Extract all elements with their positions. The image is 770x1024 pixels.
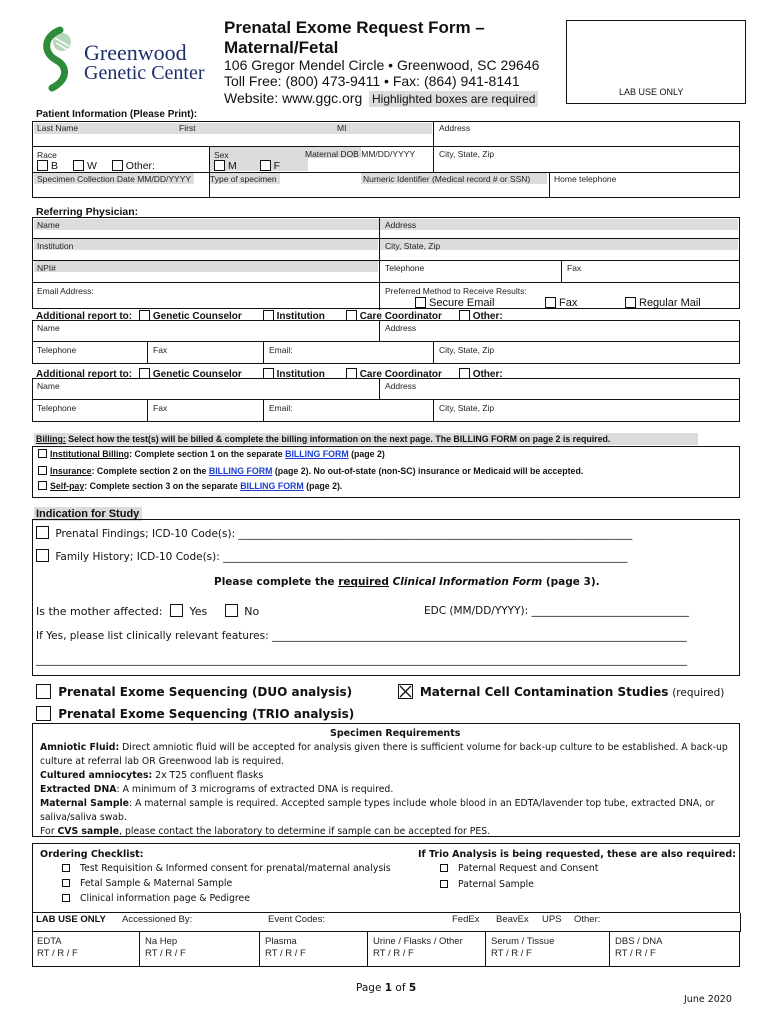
sex-f-checkbox[interactable] <box>260 160 271 171</box>
ar2-institution-label: Institution <box>276 369 325 380</box>
institutional-billing-checkbox[interactable] <box>38 449 47 458</box>
checklist-item-2-checkbox[interactable] <box>62 879 70 887</box>
insurance-note: (page 2). No out-of-state (non-SC) insurance or Medicaid will be accepted. <box>272 466 584 476</box>
additional-report-1-grid <box>32 320 740 364</box>
ar2-telephone-field[interactable]: Telephone <box>37 403 77 413</box>
patient-city-state-zip-field[interactable]: City, State, Zip <box>439 149 495 159</box>
billing-form-link-2[interactable]: BILLING FORM <box>208 466 273 476</box>
billing-intro <box>36 434 610 444</box>
ar2-other-label: Other: <box>472 369 503 380</box>
institutional-billing-page: (page 2) <box>348 449 385 459</box>
extracted-dna-label: Extracted DNA <box>40 784 117 795</box>
trio-checklist-item[interactable] <box>440 863 598 874</box>
physician-section-title: Referring Physician: <box>36 206 139 218</box>
self-pay-text: : Complete section 3 on the separate <box>84 481 241 491</box>
cvs-sample-req <box>40 826 490 836</box>
regular-mail-option[interactable] <box>625 297 701 309</box>
billing-intro-label: Billing: <box>36 434 66 444</box>
physician-address-field[interactable]: Address <box>385 220 417 230</box>
mi-field[interactable]: MI <box>337 123 347 133</box>
clinical-form-name: Clinical Information Form <box>388 576 543 588</box>
lab-use-only-footer-label: LAB USE ONLY <box>36 914 106 925</box>
maternal-sample-text: : A maternal sample is required. Accepted sample types include whole blood in an EDTA/lavender top tube, extracted DNA, or <box>128 798 715 809</box>
mother-affected-yes-label: Yes <box>189 605 208 618</box>
billing-option-self-pay[interactable] <box>38 481 342 491</box>
sample-serum: Serum / Tissue <box>491 936 555 947</box>
secure-email-checkbox[interactable] <box>415 297 426 308</box>
trio-test-option[interactable] <box>36 706 354 721</box>
additional-report-2-grid <box>32 378 740 422</box>
mcc-test-option[interactable] <box>398 684 724 699</box>
sex-m-label: M <box>228 160 237 172</box>
additional-report-2-label: Additional report to: <box>36 369 133 380</box>
mother-affected-yes-checkbox[interactable] <box>170 604 183 617</box>
mother-affected-label: Is the mother affected: <box>36 605 163 618</box>
relevant-features-field[interactable]: If Yes, please list clinically relevant features: _______________________________________________________________________________ <box>36 630 687 642</box>
prenatal-findings-field[interactable]: Prenatal Findings; ICD-10 Code(s): ___________________________________________________________________________ <box>55 528 633 540</box>
relevant-features-line-2[interactable]: ____________________________________________________________________________________________________________________________ <box>36 654 687 666</box>
self-pay-checkbox[interactable] <box>38 481 47 490</box>
mother-affected-no-checkbox[interactable] <box>225 604 238 617</box>
ar2-email-field[interactable]: Email: <box>269 403 293 413</box>
institutional-billing-text: : Complete section 1 on the separate <box>129 449 286 459</box>
physician-grid <box>32 217 740 309</box>
maternal-dob-format: MM/DD/YYYY <box>361 149 416 159</box>
checklist-item-2-label: Fetal Sample & Maternal Sample <box>80 878 233 889</box>
mother-affected-no-label: No <box>244 605 260 618</box>
patient-address-field[interactable]: Address <box>439 123 471 133</box>
insurance-label: Insurance <box>50 466 92 476</box>
page-of: of <box>392 982 409 994</box>
sample-urine: Urine / Flasks / Other <box>373 936 463 947</box>
billing-intro-required: The BILLING FORM on page 2 is required. <box>435 434 611 444</box>
cultured-amniocytes-text: 2x T25 confluent flasks <box>152 770 264 781</box>
checklist-item-3-label: Clinical information page & Pedigree <box>80 893 250 904</box>
sex-m-checkbox[interactable] <box>214 160 225 171</box>
page-number <box>356 982 416 994</box>
regular-mail-checkbox[interactable] <box>625 297 636 308</box>
mcc-required-note: (required) <box>672 687 725 699</box>
family-history-checkbox[interactable] <box>36 549 49 562</box>
ar1-other-label: Other: <box>472 311 503 322</box>
race-label: Race <box>37 150 57 160</box>
duo-test-checkbox[interactable] <box>36 684 51 699</box>
last-name-field[interactable]: Last Name <box>37 123 79 133</box>
billing-form-link-1[interactable]: BILLING FORM <box>285 449 349 459</box>
form-title-line2: Maternal/Fetal <box>224 38 339 57</box>
event-codes-field[interactable]: Event Codes: <box>268 914 326 925</box>
fax-result-label: Fax <box>559 297 578 309</box>
lab-website: Website: www.ggc.org <box>224 90 363 106</box>
sample-plasma: Plasma <box>265 936 297 947</box>
collection-date-format: MM/DD/YYYY <box>137 174 192 184</box>
page-current: 1 <box>384 982 393 994</box>
clinical-info-instruction <box>214 576 600 588</box>
ar2-name-field[interactable]: Name <box>37 381 60 391</box>
ar1-telephone-field[interactable]: Telephone <box>37 345 77 355</box>
ar1-email-field[interactable]: Email: <box>269 345 293 355</box>
specimen-requirements-title: Specimen Requirements <box>330 728 461 739</box>
sample-urine-temp[interactable]: RT / R / F <box>373 948 414 959</box>
ar1-address-field[interactable]: Address <box>385 323 417 333</box>
sample-na-hep-temp[interactable]: RT / R / F <box>145 948 186 959</box>
ar2-fax-field[interactable]: Fax <box>153 403 168 413</box>
ar2-care-coordinator-label: Care Coordinator <box>359 369 442 380</box>
lab-address: 106 Gregor Mendel Circle • Greenwood, SC 29646 <box>224 57 540 73</box>
mcc-test-label: Maternal Cell Contamination Studies <box>419 685 669 699</box>
ar1-name-field[interactable]: Name <box>37 323 60 333</box>
page-total: 5 <box>408 982 417 994</box>
insurance-text: : Complete section 2 on the <box>91 466 209 476</box>
amniotic-fluid-text: Direct amniotic fluid will be accepted for analysis given there is sufficient volume for back-up culture to be established. A back-up <box>119 742 728 753</box>
trio-checklist-item[interactable] <box>440 879 534 890</box>
cvs-sample-label: CVS sample <box>57 826 120 836</box>
institution-field[interactable]: Institution <box>37 241 74 251</box>
race-w-label: W <box>86 160 97 172</box>
ar1-fax-field[interactable]: Fax <box>153 345 168 355</box>
billing-option-institutional[interactable] <box>38 449 385 459</box>
collection-date-label: Specimen Collection Date <box>37 174 135 184</box>
logo-text-line2: Genetic Center <box>84 62 205 84</box>
family-history-field[interactable]: Family History; ICD-10 Code(s): _____________________________________________________________________________ <box>55 551 628 563</box>
indication-box <box>32 519 740 676</box>
amniotic-fluid-req-line2: culture at referral lab OR Greenwood lab is required. <box>40 756 285 767</box>
patient-section-title: Patient Information (Please Print): <box>36 109 198 120</box>
sample-na-hep: Na Hep <box>145 936 178 947</box>
clinical-required-text: required <box>338 576 389 588</box>
sample-dbs: DBS / DNA <box>615 936 663 947</box>
physician-city-state-zip-field[interactable]: City, State, Zip <box>385 241 441 251</box>
sample-dbs-temp[interactable]: RT / R / F <box>615 948 656 959</box>
checklist-item-3-checkbox[interactable] <box>62 894 70 902</box>
cvs-sample-text: , please contact the laboratory to determine if sample can be accepted for PES. <box>119 826 491 836</box>
home-telephone-field[interactable]: Home telephone <box>554 174 617 184</box>
mcc-test-checkbox[interactable] <box>398 684 413 699</box>
page-label: Page <box>356 982 385 994</box>
checkmark-x-icon <box>399 685 412 698</box>
checklist-item[interactable] <box>62 863 391 874</box>
checklist-item[interactable] <box>62 893 250 904</box>
trio-checklist-title: If Trio Analysis is being requested, these are also required: <box>418 849 736 860</box>
lab-phone: Toll Free: (800) 473-9411 • Fax: (864) 941-8141 <box>224 73 520 89</box>
lab-use-only-box <box>566 20 746 104</box>
prenatal-findings-option[interactable] <box>36 526 632 540</box>
mother-affected-row <box>36 604 259 618</box>
trio-test-checkbox[interactable] <box>36 706 51 721</box>
sex-label: Sex <box>214 150 229 160</box>
ar1-city-state-zip-field[interactable]: City, State, Zip <box>439 345 495 355</box>
lab-use-only-label: LAB USE ONLY <box>619 87 684 97</box>
indication-section-title: Indication for Study <box>36 508 140 520</box>
sample-type-grid <box>32 931 740 967</box>
maternal-sample-req <box>40 798 715 809</box>
duo-test-option[interactable] <box>36 684 352 699</box>
maternal-sample-req-line2: saliva/saliva swab. <box>40 812 127 823</box>
trio-test-label: Prenatal Exome Sequencing (TRIO analysis) <box>58 707 355 721</box>
self-pay-page: (page 2). <box>303 481 343 491</box>
checklist-item-1-checkbox[interactable] <box>62 864 70 872</box>
checklist-item[interactable] <box>62 878 232 889</box>
race-options <box>37 160 155 172</box>
fax-result-checkbox[interactable] <box>545 297 556 308</box>
ar2-city-state-zip-field[interactable]: City, State, Zip <box>439 403 495 413</box>
cultured-amniocytes-label: Cultured amniocytes: <box>40 770 153 781</box>
race-w-checkbox[interactable] <box>73 160 84 171</box>
ggc-logo <box>38 26 218 92</box>
insurance-checkbox[interactable] <box>38 466 47 475</box>
amniotic-fluid-req <box>40 742 728 753</box>
clinical-form-page: (page 3). <box>542 576 600 588</box>
edc-field[interactable]: EDC (MM/DD/YYYY): ______________________________ <box>424 605 689 617</box>
courier-beavex[interactable]: BeavEx <box>496 914 529 925</box>
courier-fedex[interactable]: FedEx <box>452 914 480 925</box>
physician-telephone-field[interactable]: Telephone <box>385 263 425 273</box>
ggc-logo-mark-icon <box>38 26 78 92</box>
sample-edta: EDTA <box>37 936 62 947</box>
cvs-sample-req-clip <box>40 826 730 836</box>
physician-email-field[interactable]: Email Address: <box>37 286 94 296</box>
race-other-checkbox[interactable] <box>112 160 123 171</box>
ar2-genetic-counselor-label: Genetic Counselor <box>152 369 242 380</box>
sample-plasma-temp[interactable]: RT / R / F <box>265 948 306 959</box>
billing-intro-text: Select how the test(s) will be billed & complete the billing information on the next page. <box>65 434 433 444</box>
prenatal-findings-checkbox[interactable] <box>36 526 49 539</box>
preferred-method-label: Preferred Method to Receive Results: <box>385 286 527 296</box>
logo-text-line1: Greenwood <box>84 40 187 65</box>
ar1-genetic-counselor-label: Genetic Counselor <box>152 311 242 322</box>
revision-date: June 2020 <box>684 994 732 1005</box>
numeric-identifier-field[interactable]: Numeric Identifier (Medical record # or SSN) <box>363 174 531 184</box>
checklist-item-1-label: Test Requisition & Informed consent for prenatal/maternal analysis <box>80 863 391 874</box>
physician-fax-field[interactable]: Fax <box>567 263 582 273</box>
race-other-label: Other: <box>125 160 155 172</box>
self-pay-label: Self-pay <box>50 481 85 491</box>
cvs-prefix: For <box>40 826 58 836</box>
extracted-dna-text: : A minimum of 3 micrograms of extracted DNA is required. <box>116 784 394 795</box>
ar1-care-coordinator-label: Care Coordinator <box>359 311 442 322</box>
trio-item-2-checkbox[interactable] <box>440 880 448 888</box>
trio-item-1-checkbox[interactable] <box>440 864 448 872</box>
race-b-label: B <box>51 160 59 172</box>
ar1-institution-label: Institution <box>276 311 325 322</box>
secure-email-label: Secure Email <box>429 297 495 309</box>
cultured-amniocytes-req <box>40 770 263 781</box>
patient-info-grid <box>32 121 740 198</box>
family-history-option[interactable] <box>36 549 627 563</box>
billing-form-link-3[interactable]: BILLING FORM <box>240 481 304 491</box>
highlight-note: Highlighted boxes are required <box>369 91 538 107</box>
regular-mail-label: Regular Mail <box>639 297 701 309</box>
form-title-line1: Prenatal Exome Request Form – <box>224 18 485 37</box>
billing-option-insurance[interactable] <box>38 466 583 476</box>
npi-field[interactable]: NPI# <box>37 263 56 273</box>
collection-date-field[interactable] <box>37 174 191 184</box>
accessioned-by-field[interactable]: Accessioned By: <box>122 914 193 925</box>
secure-email-option[interactable] <box>415 297 494 309</box>
clinical-instruction-text: Please complete the <box>214 576 339 588</box>
courier-other[interactable]: Other: <box>574 914 601 925</box>
sample-edta-temp[interactable]: RT / R / F <box>37 948 78 959</box>
trio-item-1-label: Paternal Request and Consent <box>458 863 599 874</box>
specimen-type-field[interactable]: Type of specimen <box>210 174 277 184</box>
amniotic-fluid-label: Amniotic Fluid: <box>40 742 120 753</box>
maternal-sample-label: Maternal Sample <box>40 798 129 809</box>
sex-options <box>214 160 280 172</box>
sample-serum-temp[interactable]: RT / R / F <box>491 948 532 959</box>
sex-f-label: F <box>273 160 281 172</box>
ar2-address-field[interactable]: Address <box>385 381 417 391</box>
extracted-dna-req <box>40 784 393 795</box>
additional-report-1-label: Additional report to: <box>36 311 133 322</box>
first-name-field[interactable]: First <box>179 123 196 133</box>
race-b-checkbox[interactable] <box>37 160 48 171</box>
ordering-checklist-title: Ordering Checklist: <box>40 849 144 860</box>
physician-name-field[interactable]: Name <box>37 220 60 230</box>
maternal-dob-field[interactable] <box>305 149 415 159</box>
institutional-billing-label: Institutional Billing <box>50 449 130 459</box>
trio-item-2-label: Paternal Sample <box>458 879 534 890</box>
duo-test-label: Prenatal Exome Sequencing (DUO analysis) <box>58 685 353 699</box>
fax-result-option[interactable] <box>545 297 577 309</box>
courier-ups[interactable]: UPS <box>542 914 562 925</box>
maternal-dob-label: Maternal DOB <box>305 149 359 159</box>
